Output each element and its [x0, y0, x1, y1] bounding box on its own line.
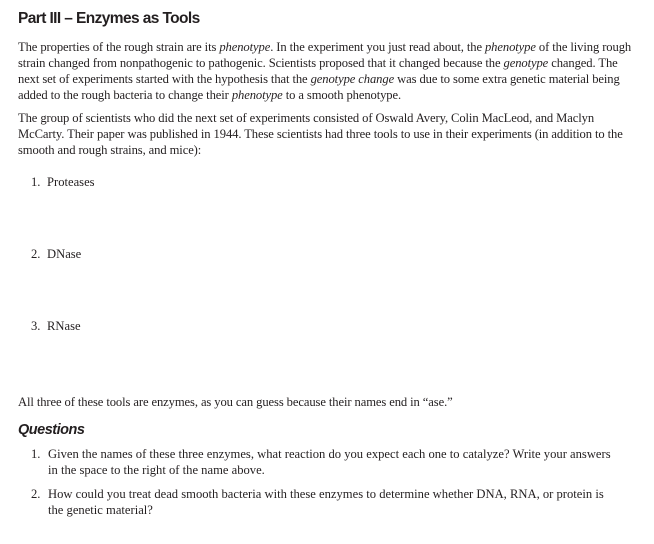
question-item [18, 486, 618, 518]
text-run: to a smooth phenotype. [282, 88, 402, 102]
text-run: . In the experiment you just read about, the [270, 40, 485, 54]
question-text: Given the names of these three enzymes, what reaction do you expect each one to catalyze? Write your answers in the space to the right of the name above. [48, 447, 611, 477]
questions-heading: Questions [18, 422, 85, 438]
tool-item-proteases [18, 174, 638, 190]
tool-label: DNase [47, 247, 82, 261]
section-heading: Part III – Enzymes as Tools [18, 10, 200, 27]
question-item [18, 446, 618, 478]
emphasis-genotype-change: genotype change [310, 72, 395, 86]
emphasis-phenotype: phenotype [484, 40, 536, 54]
scientists-paragraph: The group of scientists who did the next set of experiments consisted of Oswald Avery, Colin MacLeod, and Maclyn McCarty. Their paper was published in 1944. These scientists had three tools to use in their experiments (in addition to the smooth and rough strains, and mice): [18, 111, 623, 157]
tools-list [18, 174, 638, 334]
question-text: How could you treat dead smooth bacteria with these enzymes to determine whether DNA, RNA, or protein is the genetic material? [48, 487, 604, 517]
list-number: 1. [31, 447, 41, 461]
tool-label: Proteases [47, 175, 95, 189]
emphasis-phenotype: phenotype [219, 40, 271, 54]
tool-label: RNase [47, 319, 81, 333]
questions-list [18, 446, 638, 518]
text-run: was due to some extra genetic material being added to the rough bacteria to change their [18, 72, 620, 102]
tool-item-rnase [18, 318, 638, 334]
list-number: 1. [31, 175, 41, 189]
enzymes-paragraph: All three of these tools are enzymes, as you can guess because their names end in “ase.” [18, 395, 453, 409]
list-number: 3. [31, 319, 41, 333]
list-number: 2. [31, 247, 41, 261]
emphasis-genotype: genotype [503, 56, 549, 70]
emphasis-phenotype: phenotype [231, 88, 283, 102]
list-number: 2. [31, 487, 41, 501]
text-run: of the living rough strain changed from nonpathogenic to pathogenic. Scientists proposed that it changed because the [18, 40, 632, 70]
worksheet-page [18, 8, 638, 518]
text-run: The properties of the rough strain are its [18, 40, 220, 54]
tool-item-dnase [18, 246, 638, 262]
intro-paragraph [18, 39, 638, 103]
text-run: changed. The next set of experiments started with the hypothesis that the [18, 56, 618, 86]
